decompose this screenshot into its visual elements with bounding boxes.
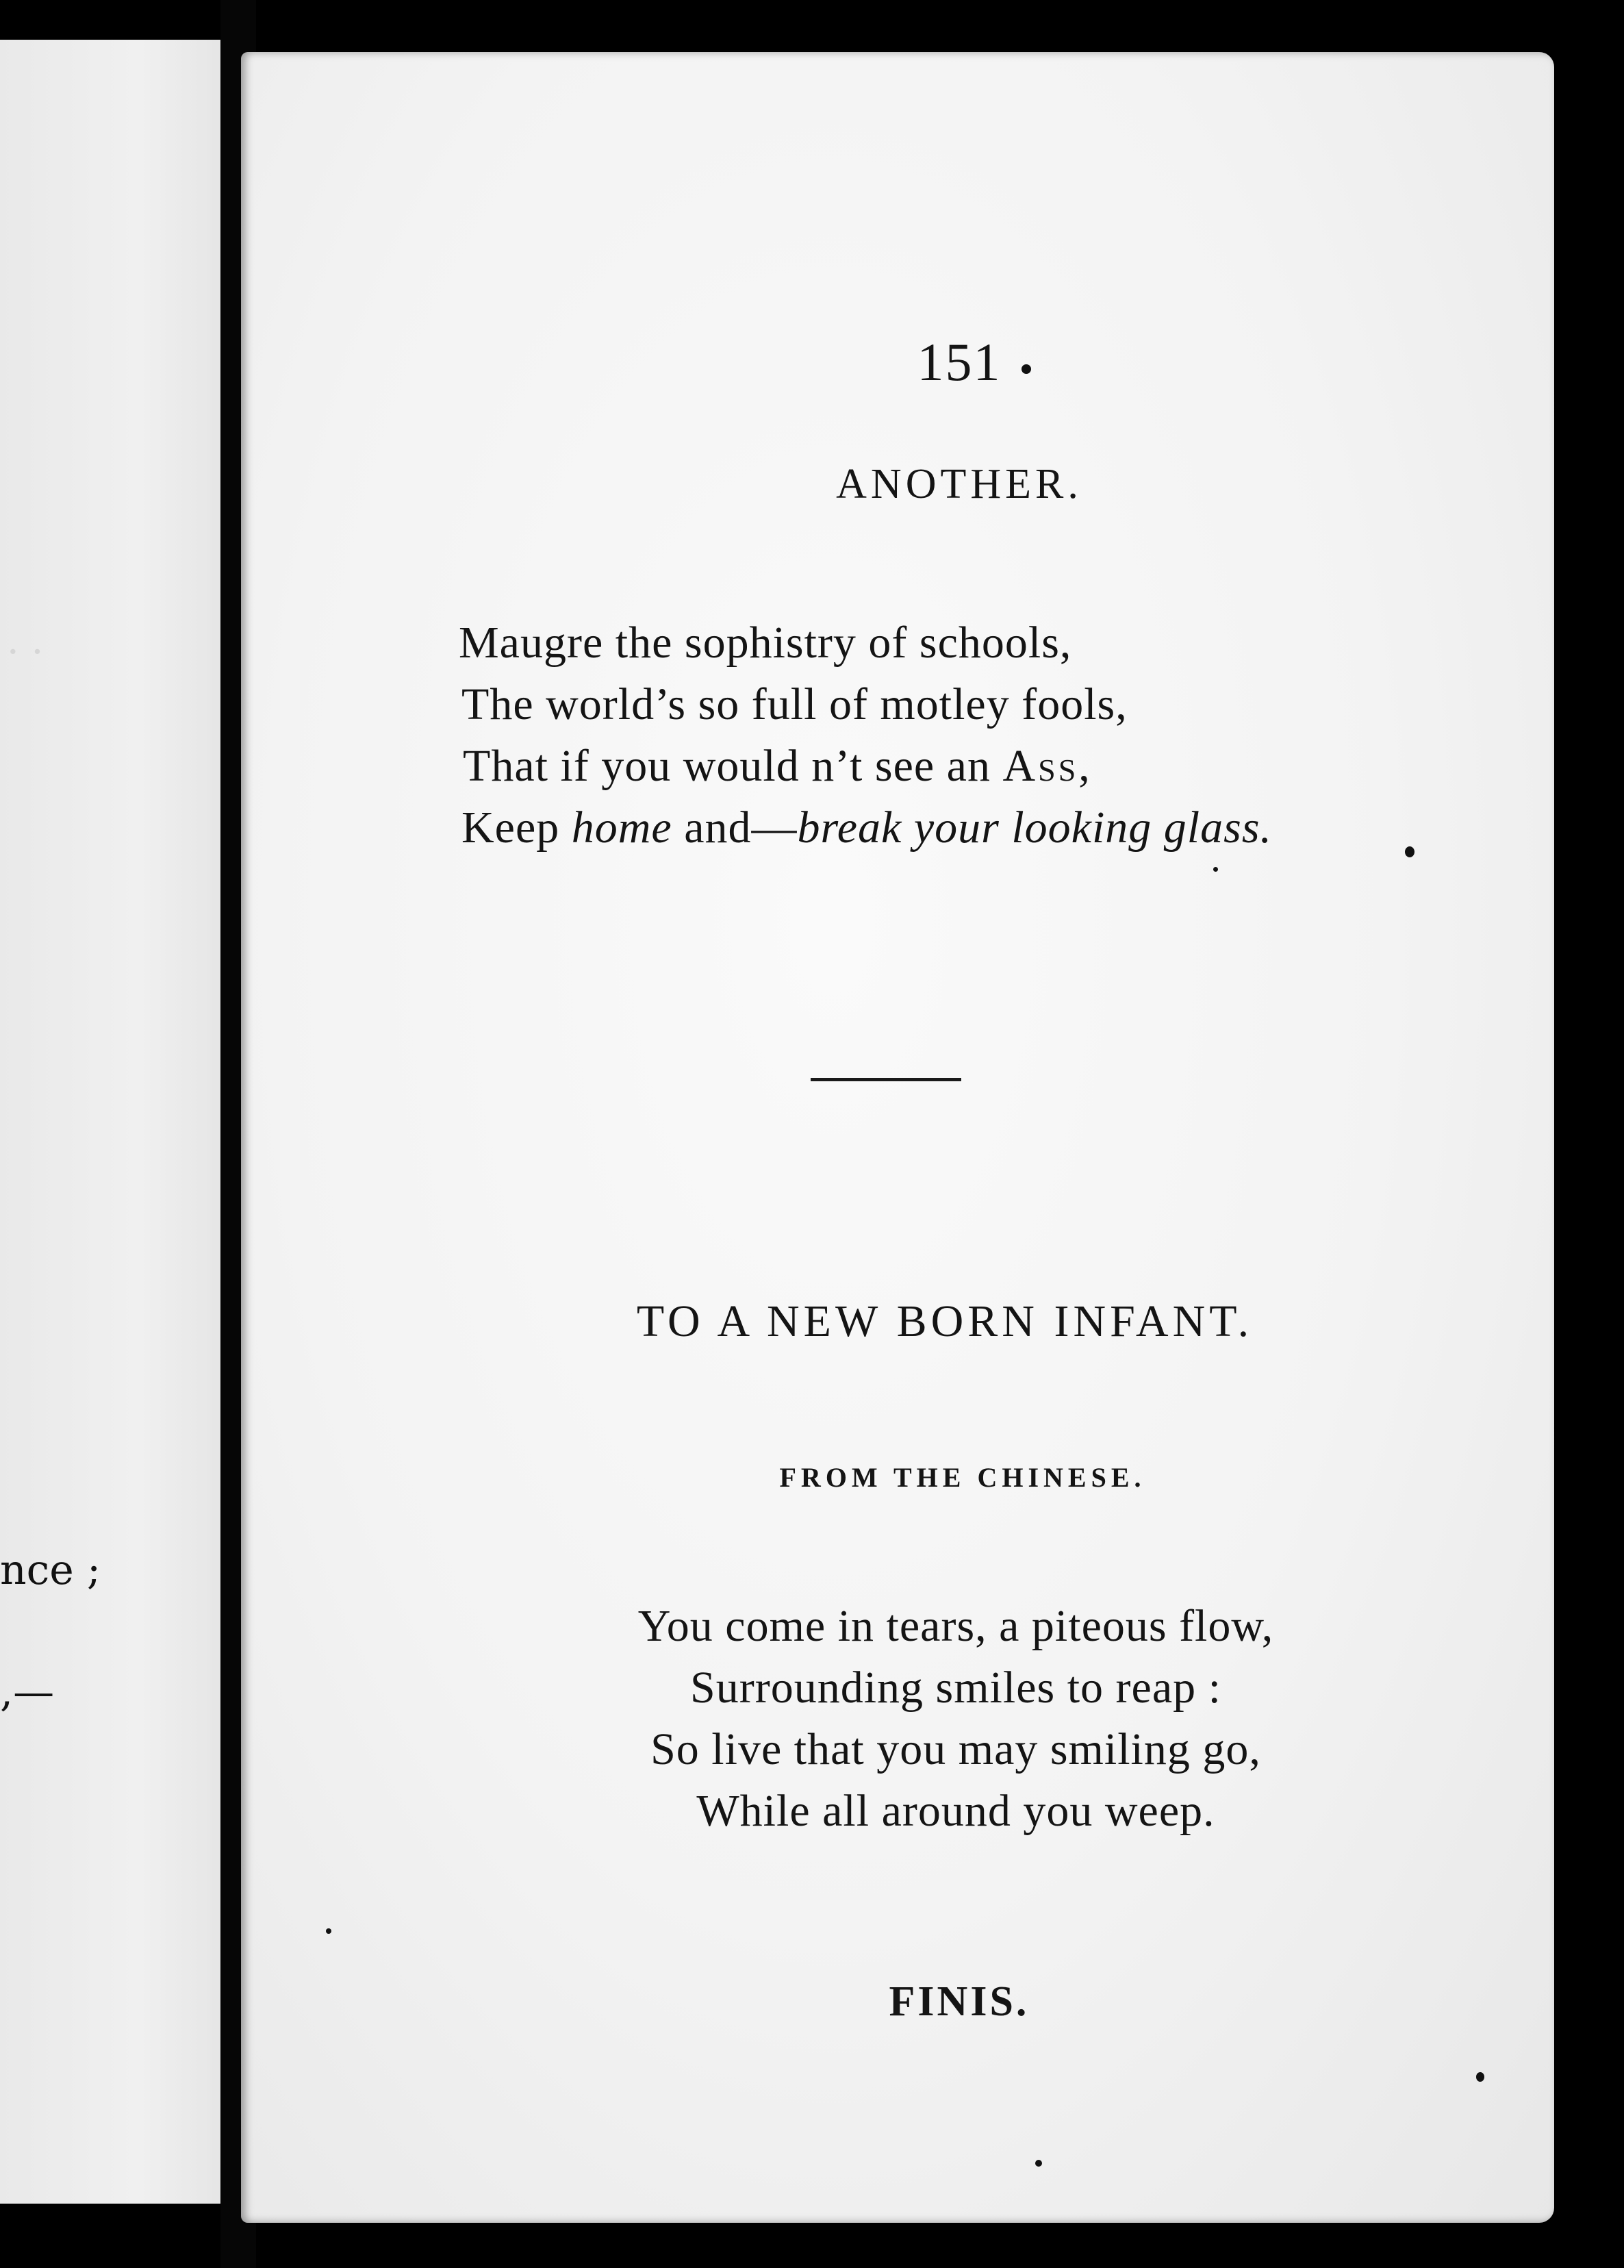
italic-phrase: break your looking glass. (797, 803, 1273, 853)
poem-line-text: Keep (461, 803, 572, 853)
finis-mark: FINIS. (889, 1978, 1030, 2025)
poem-infant (241, 1596, 1554, 1842)
poem-line: You come in tears, a piteous flow, (637, 1601, 1274, 1651)
poem-line: While all around you weep. (696, 1786, 1215, 1836)
poem-line-text: , (1078, 741, 1091, 791)
show-through-mark: · · (7, 630, 44, 675)
ink-speck (1022, 364, 1031, 374)
previous-page-fragment: ,— (0, 1668, 55, 1716)
poem-title-infant: TO A NEW BORN INFANT. (636, 1296, 1254, 1346)
italic-word: home (571, 803, 672, 853)
poem-subtitle: FROM THE CHINESE. (779, 1462, 1146, 1493)
poem-line: Surrounding smiles to reap : (690, 1663, 1221, 1713)
ink-speck (1213, 867, 1218, 872)
ink-speck (326, 1928, 331, 1934)
previous-page-fragment: nce ; (0, 1546, 101, 1594)
ink-speck (1405, 846, 1414, 857)
poem-line (459, 735, 1272, 797)
poem-line (459, 797, 1272, 859)
ink-speck (1476, 2072, 1484, 2082)
current-page (241, 52, 1554, 2223)
poem-line: Maugre the sophistry of schools, (459, 618, 1072, 668)
small-caps-word: Ass (1002, 741, 1079, 791)
poem-line-text: That if you would n’t see an (463, 741, 1003, 791)
page-number: 151 (917, 332, 1002, 392)
previous-page (0, 40, 233, 2204)
section-divider (811, 1078, 961, 1081)
poem-line-text: and— (672, 803, 798, 853)
page-content (241, 52, 1554, 2223)
poem-another (459, 612, 1272, 859)
poem-line: The world’s so full of motley fools, (461, 679, 1128, 729)
poem-title-another: ANOTHER. (836, 461, 1082, 507)
ink-speck (1035, 2160, 1042, 2167)
poem-line: So live that you may smiling go, (650, 1724, 1261, 1774)
